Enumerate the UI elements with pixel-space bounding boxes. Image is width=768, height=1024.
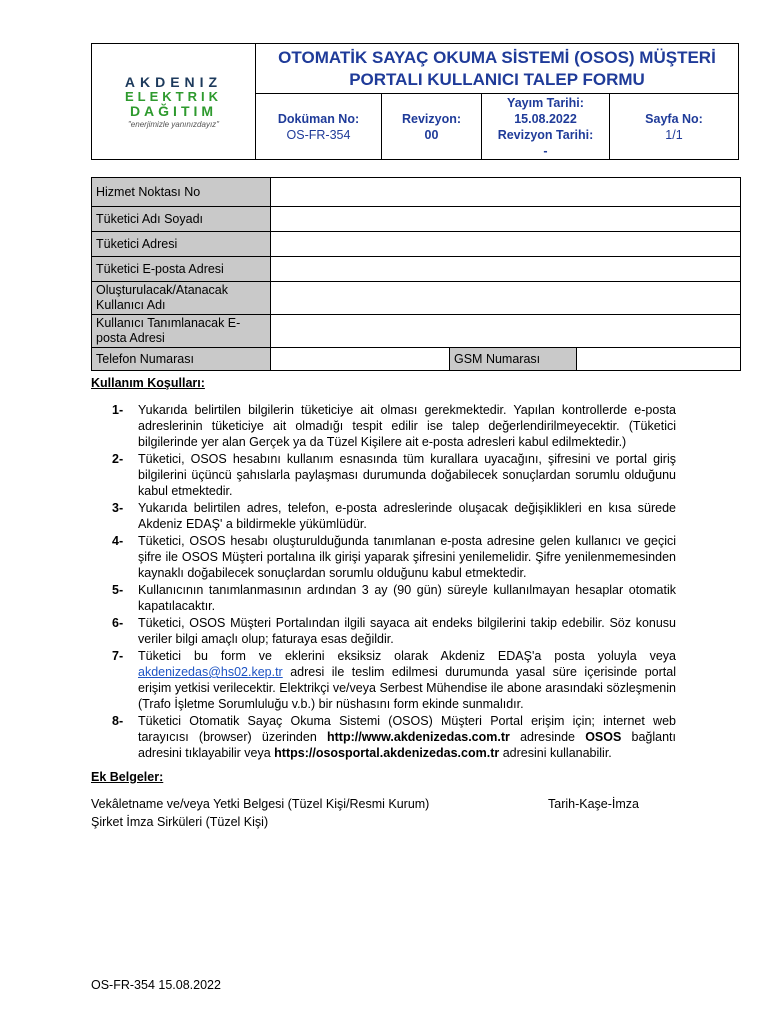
form-row [92,315,741,348]
form-row [92,178,741,207]
terms-item [112,648,676,712]
attachments-title: Ek Belgeler: [91,770,164,784]
publish-date-label: Yayım Tarihi: [507,95,584,110]
publish-date-value: 15.08.2022 [514,111,577,126]
terms-item-text: Yukarıda belirtilen adres, telefon, e-posta adreslerinde oluşacak değişiklikleri en kısa sürede Akdeniz EDAŞ' a bildirmekle yükümlüdür. [138,501,676,531]
form-label-service-point: Hizmet Noktası No [92,178,271,207]
terms-item-text: Kullanıcının tanımlanmasının ardından 3 ay (90 gün) süreyle kullanılmayan hesaplar otomatik kapatılacaktır. [138,583,676,613]
terms-item [112,500,676,532]
terms-item [112,615,676,647]
form-label-customer-email: Tüketici E-posta Adresi [92,257,271,282]
doc-no-value: OS-FR-354 [286,127,351,142]
revision-cell [382,94,482,159]
terms-item-text: bağlantı adresini tıklayabilir veya [138,730,676,760]
signature-label: Tarih-Kaşe-İmza [548,797,639,811]
customer-email-field[interactable] [271,257,741,282]
terms-item-text: adresini kullanabilir. [499,746,612,760]
page-no-label: Sayfa No: [645,111,703,126]
terms-item-number: 7- [112,649,124,663]
terms-item-text: adresi ile teslim edilmesi durumunda yasal süre içerisinde portal erişim yetkisi verilecektir. Elektrikçi ve/veya Serbest Mühendise ile abone arasındaki sözleşmenin (Trafo İşletme Sorumluluğu v.b.) bir nüshasını form ekinde sunmalıdır. [138,665,676,711]
terms-item [112,533,676,581]
page-no-value: 1/1 [665,127,683,142]
terms-item [112,451,676,499]
terms-item-number: 1- [112,403,124,417]
form-row [92,207,741,232]
form-label-customer-address: Tüketici Adresi [92,232,271,257]
logo-tagline: "enerjimizle yanınızdayız" [127,119,220,129]
form-row-phones [92,348,741,371]
terms-item-text: Tüketici, OSOS Müşteri Portalından ilgili sayaca ait endeks bilgilerini takip edebilir. Söz konusu veriler bilgi amaçlı olup; faturaya esas değildir. [138,616,676,646]
form-row [92,257,741,282]
customer-address-field[interactable] [271,232,741,257]
doc-no-cell [256,94,382,159]
revision-value: 00 [424,127,439,142]
attachment-item: Vekâletname ve/veya Yetki Belgesi (Tüzel Kişi/Resmi Kurum) [91,797,430,811]
customer-info-form [91,177,741,371]
terms-item-text: Tüketici Otomatik Sayaç Okuma Sistemi (OSOS) Müşteri Portal erişim için; internet web tarayıcısı (browser) üzerinden [138,714,676,744]
document-title: OTOMATİK SAYAÇ OKUMA SİSTEMİ (OSOS) MÜŞTERİ PORTALI KULLANICI TALEP FORMU [256,44,738,94]
revision-date-label: Revizyon Tarihi: [497,127,594,142]
terms-item-text: Tüketici bu form ve eklerini eksiksiz olarak Akdeniz EDAŞ'a posta yoluyla veya [138,649,676,663]
logo-line-2: ELEKTRIK [125,88,222,104]
document-header [91,43,739,160]
dates-cell [482,94,610,159]
revision-label: Revizyon: [401,111,462,126]
customer-name-field[interactable] [271,207,741,232]
page-footer: OS-FR-354 15.08.2022 [91,978,221,992]
terms-item-number: 3- [112,501,124,515]
terms-item-number: 6- [112,616,124,630]
form-label-username: Oluşturulacak/Atanacak Kullanıcı Adı [92,282,271,315]
logo-line-1: AKDENIZ [124,73,223,90]
website-url: http://www.akdenizedas.com.tr [326,730,510,744]
form-label-gsm: GSM Numarası [450,348,577,371]
form-label-phone: Telefon Numarası [92,348,271,371]
terms-title: Kullanım Koşulları: [91,376,205,390]
osos-label: OSOS [585,730,622,744]
company-logo [92,44,256,159]
terms-item [112,402,676,450]
user-email-field[interactable] [271,315,741,348]
gsm-field[interactable] [577,348,741,371]
portal-url: https://ososportal.akdenizedas.com.tr [274,746,500,760]
terms-item-number: 2- [112,452,124,466]
logo-line-3: DAĞITIM [129,102,218,119]
terms-item-text: Tüketici, OSOS hesabını kullanım esnasında tüm kurallara uyacağını, şifresini ve portal giriş bilgilerini üçüncü şahıslarla paylaşması durumunda doğabilecek sonuçlardan sorumlu olduğunu kabul etmektedir. [138,452,676,498]
service-point-field[interactable] [271,178,741,207]
terms-item [112,582,676,614]
revision-date-value: - [543,143,548,158]
terms-item-text: Yukarıda belirtilen bilgilerin tüketiciye ait olması gerekmektedir. Yapılan kontrollerde e-posta adreslerinin tüketiciye ait olmadığı tespit edilir ise talep değerlendirilmeyecektir. (Tüketici bilgilerinde yer alan Gerçek ya da Tüzel Kişilere ait e-posta adresleri kabul edilmektedir.) [138,403,676,449]
username-field[interactable] [271,282,741,315]
terms-item-number: 8- [112,714,124,728]
form-label-customer-name: Tüketici Adı Soyadı [92,207,271,232]
kep-email-link[interactable]: akdenizedas@hs02.kep.tr [138,665,283,679]
terms-item-number: 4- [112,534,124,548]
terms-item-text: adresinde [509,730,586,744]
doc-no-label: Doküman No: [277,111,360,126]
attachment-item: Şirket İmza Sirküleri (Tüzel Kişi) [91,815,269,829]
terms-list [112,402,676,762]
phone-field[interactable] [271,348,450,371]
terms-item [112,713,676,761]
page-no-cell [610,94,738,159]
terms-item-text: Tüketici, OSOS hesabı oluşturulduğunda tanımlanan e-posta adresine gelen kullanıcı ve geçici şifre ile OSOS Müşteri portalına ilk girişi yaparak şifresini yenilemelidir. Şifre yenilenmemesinden kaynaklı doğabilecek sonuçlardan sorumlu olduğunu kabul etmektedir. [138,534,676,580]
form-row [92,282,741,315]
form-label-user-email: Kullanıcı Tanımlanacak E-posta Adresi [92,315,271,348]
form-row [92,232,741,257]
terms-item-number: 5- [112,583,124,597]
